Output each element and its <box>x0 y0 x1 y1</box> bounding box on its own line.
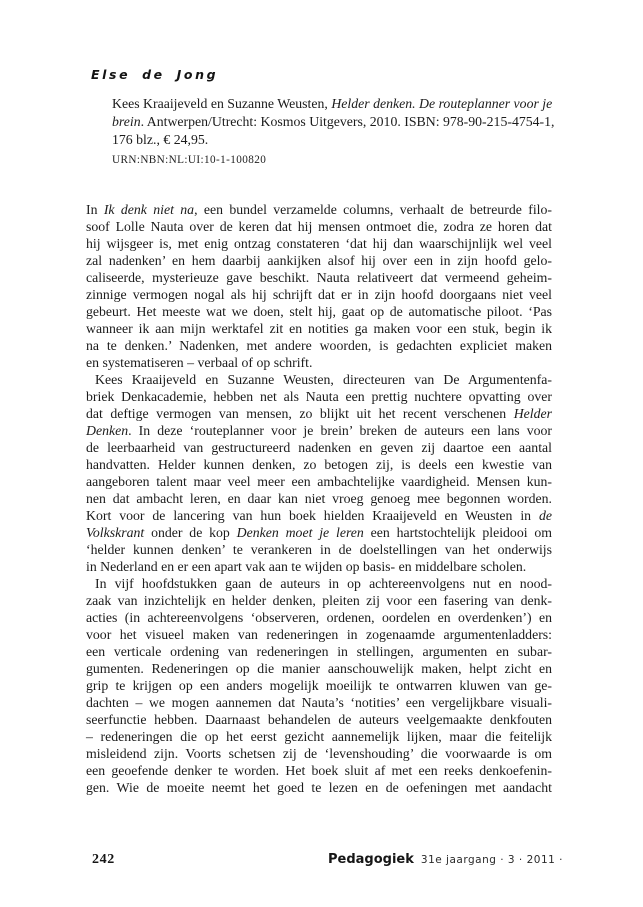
author-name: Else de Jong <box>91 67 219 82</box>
text-line: nen dat ambacht leren, en daar kan niet vroeg genoeg mee begonnen worden. <box>86 491 552 506</box>
text-line: de leerbaarheid van gestructureerd nadenken en geven zij daartoe een aantal <box>86 440 552 455</box>
text-line: voor het visueel maken van redeneringen in zogenaamde argumentenladders: <box>86 627 552 642</box>
italic-text: Denken <box>86 423 129 438</box>
text-line: hij wijsgeer is, met enig ontzag constateren ‘dat hij dan waarschijnlijk wel veel <box>86 236 552 251</box>
text-line: handvatten. Helder kunnen denken, zo betogen zij, is deels een kwestie van <box>86 457 552 472</box>
text-line: caliseerde, mysterieuze gave beschikt. Nauta relativeert dat vermeend geheim- <box>86 270 552 285</box>
text-line: In vijf hoofdstukken gaan de auteurs in op achtereenvolgens nut en nood- <box>95 576 552 591</box>
paragraph <box>86 371 552 575</box>
italic-text: Ik denk niet na <box>103 202 195 217</box>
journal-footer <box>328 852 563 867</box>
italic-text: Helder denken. De routeplanner voor je <box>331 96 553 111</box>
text-line: dat deftige vermogen van mensen, zo blijkt uit het recent verschenen Helder <box>86 406 552 421</box>
text-line: aangeboren talent maar veel meer een ambachtelijke vaardigheid. Mensen kun- <box>86 474 552 489</box>
italic-text: Volkskrant <box>86 525 145 540</box>
text-line: ‘helder kunnen denken’ te verankeren in de doelstellingen van het onderwijs <box>86 542 552 557</box>
text-line: acties (in achtereenvolgens ‘observeren, ordenen, oordelen en overdenken’) en <box>86 610 552 625</box>
text-line: gen. Wie de moeite neemt het goed te lezen en de oefeningen met aandacht <box>86 780 552 795</box>
italic-text: brein <box>112 114 141 129</box>
journal-title: Pedagogiek <box>328 852 414 867</box>
text-line: wanneer ik aan mijn werktafel zit en notities ga maken voor een stuk, begin ik <box>86 321 552 336</box>
text-line: na te denken.’ Nadenken, met andere woorden, is gedachten expliciet maken <box>86 338 552 353</box>
text-line: een geoefende denker te worden. Het boek sluit af met een reeks denkoefenin- <box>86 763 552 778</box>
text-line: Kees Kraaijeveld en Suzanne Weusten, Helder denken. De routeplanner voor je <box>112 96 553 111</box>
text-line: misleidend zijn. Voorts schetsen zij de ‘levenshouding’ die voorwaarde is om <box>86 746 552 761</box>
text-line: Kees Kraaijeveld en Suzanne Weusten, directeuren van De Argumentenfa- <box>95 372 552 387</box>
text-line: – redeneringen die op het eerst gezicht aannemelijk lijken, maar die feitelijk <box>86 729 552 744</box>
text-line: in Nederland en er een apart vak aan te wijden op basis- en middelbare scholen. <box>86 559 527 574</box>
text-line: seerfunctie hebben. Daarnaast behandelen de auteurs veelgemaakte denkfouten <box>86 712 552 727</box>
review-body <box>86 201 552 796</box>
text-line: grip te krijgen op een anders mogelijk moeilijk te ontwarren kluwen van ge- <box>86 678 552 693</box>
text-line: zinnige vermogen nogal als hij schrijft dat er in zijn hoofd doorgaans niet veel <box>86 287 552 302</box>
text-line: Denken. In deze ‘routeplanner voor je brein’ breken de auteurs een lans voor <box>86 423 552 438</box>
text-line: In Ik denk niet na, een bundel verzamelde columns, verhaalt de betreurde filo- <box>86 202 552 217</box>
text-line: en systematiseren – verbaal of op schrift. <box>86 355 313 370</box>
text-line: dachten – we mogen aannemen dat Nauta’s ‘notities’ een vergelijkbare visuali- <box>86 695 552 710</box>
text-line: briek Denkacademie, hebben net als Nauta een prettig nuchtere opvatting over <box>86 389 552 404</box>
italic-text: de <box>538 508 552 523</box>
text-line: zaak van inzichtelijk en helder denken, pleiten zij voor een fasering van denk- <box>86 593 552 608</box>
text-line: soof Lolle Nauta over de keren dat hij mensen ontmoet die, zodra ze horen dat <box>86 219 552 234</box>
text-line: Volkskrant onder de kop Denken moet je leren een hartstochtelijk pleidooi om <box>86 525 553 540</box>
text-line: Kort voor de lancering van hun boek hielden Kraaijeveld en Weusten in de <box>86 508 552 523</box>
text-line: gebeurt. Het meeste wat we doen, stelt hij, gaat op de automatische piloot. ‘Pas <box>86 304 552 319</box>
italic-text: Denken moet je leren <box>236 525 364 540</box>
paragraph <box>86 575 552 796</box>
book-citation <box>112 95 555 149</box>
text-line: gumenten. Redeneringen op die manier aanschouwelijk maken, helpt zicht en <box>86 661 552 676</box>
journal-issue-info: 31e jaargang · 3 · 2011 · <box>420 854 563 866</box>
italic-text: Helder <box>513 406 552 421</box>
urn-identifier: URN:NBN:NL:UI:10-1-100820 <box>112 154 267 166</box>
text-line: zal nadenken’ en hem daarbij aankijken alsof hij over een in zijn hoofd gelo- <box>86 253 552 268</box>
text-line: 176 blz., € 24,95. <box>112 132 209 147</box>
page-number: 242 <box>92 852 115 867</box>
paragraph <box>86 201 552 371</box>
text-line: brein. Antwerpen/Utrecht: Kosmos Uitgevers, 2010. ISBN: 978-90-215-4754-1, <box>112 114 555 129</box>
text-line: een verticale ordening van redeneringen in stellingen, argumenten en subar- <box>86 644 552 659</box>
